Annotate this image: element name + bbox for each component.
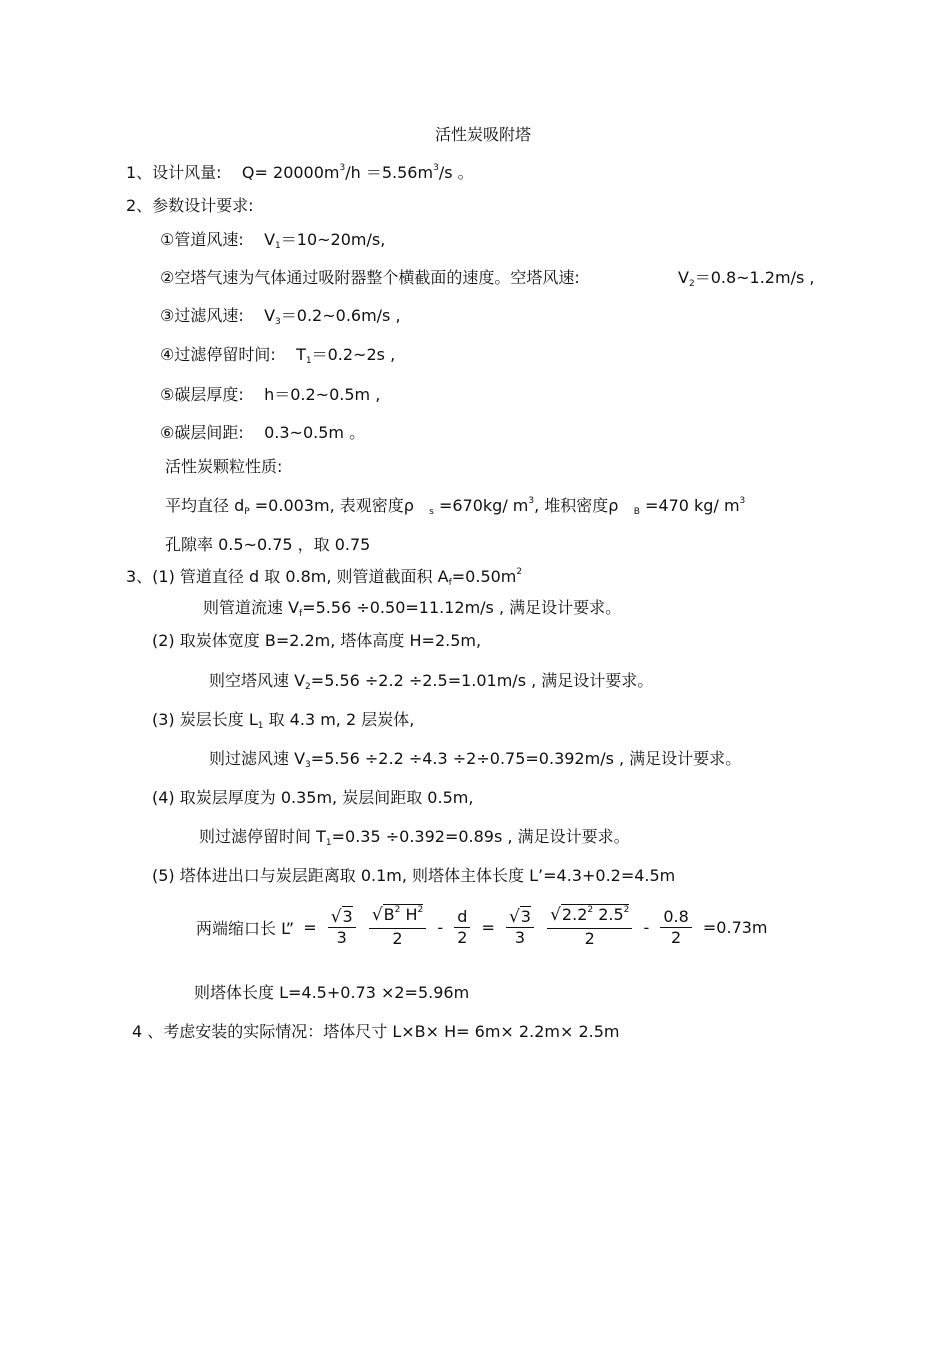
formula-result: =0.73m (702, 917, 768, 937)
param-pipe-velocity: ①管道风速: V1＝10~20m/s, (160, 230, 386, 251)
carbon-properties: 平均直径 dP =0.003m, 表观密度ρ s =670kg/ $m^3$, 堆积密度ρ B =470 kg/ $m^3$ (165, 496, 746, 517)
formula-label: 两端缩口长 L” (196, 918, 295, 938)
porosity: 孔隙率 0.5~0.75 ，取 0.75 (165, 535, 371, 554)
param-carbon-thickness: ⑤碳层厚度: h＝0.2~0.5m , (160, 385, 381, 404)
fraction-sqrt3-over-3: $\frac{√3}{3}$ (328, 907, 356, 948)
param-residence-time: ④过滤停留时间: T1＝0.2~2s , (160, 345, 396, 366)
calc-5-tower-length: 则塔体长度 L=4.5+0.73 ×2=5.96m (194, 983, 470, 1002)
calc-5-main-length: (5) 塔体进出口与炭层距离取 0.1m, 则塔体主体长度 L’=4.3+0.2=4.5m (152, 866, 676, 885)
fraction-d-over-2: $\frac{d}{2}$ (454, 907, 470, 948)
calc-1-pipe-velocity: 则管道流速 Vf=5.56 ÷0.50=11.12m/s , 满足设计要求。 (203, 598, 622, 619)
fraction-sqrt3-over-3-b: $\frac{√3}{3}$ (506, 907, 534, 948)
calc-4-carbon-layer: (4) 取炭层厚度为 0.35m, 炭层间距取 0.5m, (152, 788, 474, 807)
param-empty-tower-velocity: ②空塔气速为气体通过吸附器整个横截面的速度。空塔风速: V2＝0.8~1.2m/s , (160, 268, 815, 289)
section-1-design-airflow: 1、设计风量: $Q= 20000m^3/h =5.56m^3/s$ 。 (126, 163, 474, 182)
section-4-tower-size: 4 、考虑安装的实际情况：塔体尺寸 L×B× H= 6m× 2.2m× 2.5m (132, 1022, 620, 1041)
calc-3-carbon-length: (3) 炭层长度 L1 取 4.3 m, 2 层炭体, (152, 710, 415, 731)
carbon-properties-heading: 活性炭颗粒性质: (165, 457, 283, 476)
calc-2-tower-size: (2) 取炭体宽度 B=2.2m, 塔体高度 H=2.5m, (152, 631, 482, 650)
section-2-heading: 2、参数设计要求: (126, 196, 254, 215)
calc-2-empty-tower-velocity: 则空塔风速 V2=5.56 ÷2.2 ÷2.5=1.01m/s , 满足设计要求。 (209, 671, 654, 692)
param-filter-velocity: ③过滤风速: V3＝0.2~0.6m/s , (160, 306, 401, 327)
fraction-0-8-over-2: $\frac{0.8}{2}$ (660, 907, 691, 948)
fraction-sqrt-bh-over-2: $\frac{√B^2 H^2}{2}$ (369, 905, 426, 949)
fraction-sqrt-values-over-2: $\frac{√2.2^2 2.5^2}{2}$ (547, 905, 632, 949)
calc-5-taper-formula: 两端缩口长 L” = $\frac{√3}{3}$ $\frac{√B^2 H^2}{2}$ - $\frac{d}{2}$ = $\frac{√3}{3}$ $\frac{√2.2^2 2.5^2}{2}$ - $\frac{0.8}{2}$ =0.73m (196, 905, 768, 948)
page-title: 活性炭吸附塔 (435, 125, 532, 144)
calc-4-residence-time: 则过滤停留时间 T1=0.35 ÷0.392=0.89s , 满足设计要求。 (199, 827, 630, 848)
calc-3-filter-velocity: 则过滤风速 V3=5.56 ÷2.2 ÷4.3 ÷2÷0.75=0.392m/s , 满足设计要求。 (209, 749, 742, 770)
param-carbon-spacing: ⑥碳层间距: 0.3~0.5m 。 (160, 423, 366, 442)
calc-1-pipe-diameter: 3、(1) 管道直径 d 取 0.8m, 则管道截面积 $Af=0.50m^2$ (126, 567, 523, 588)
